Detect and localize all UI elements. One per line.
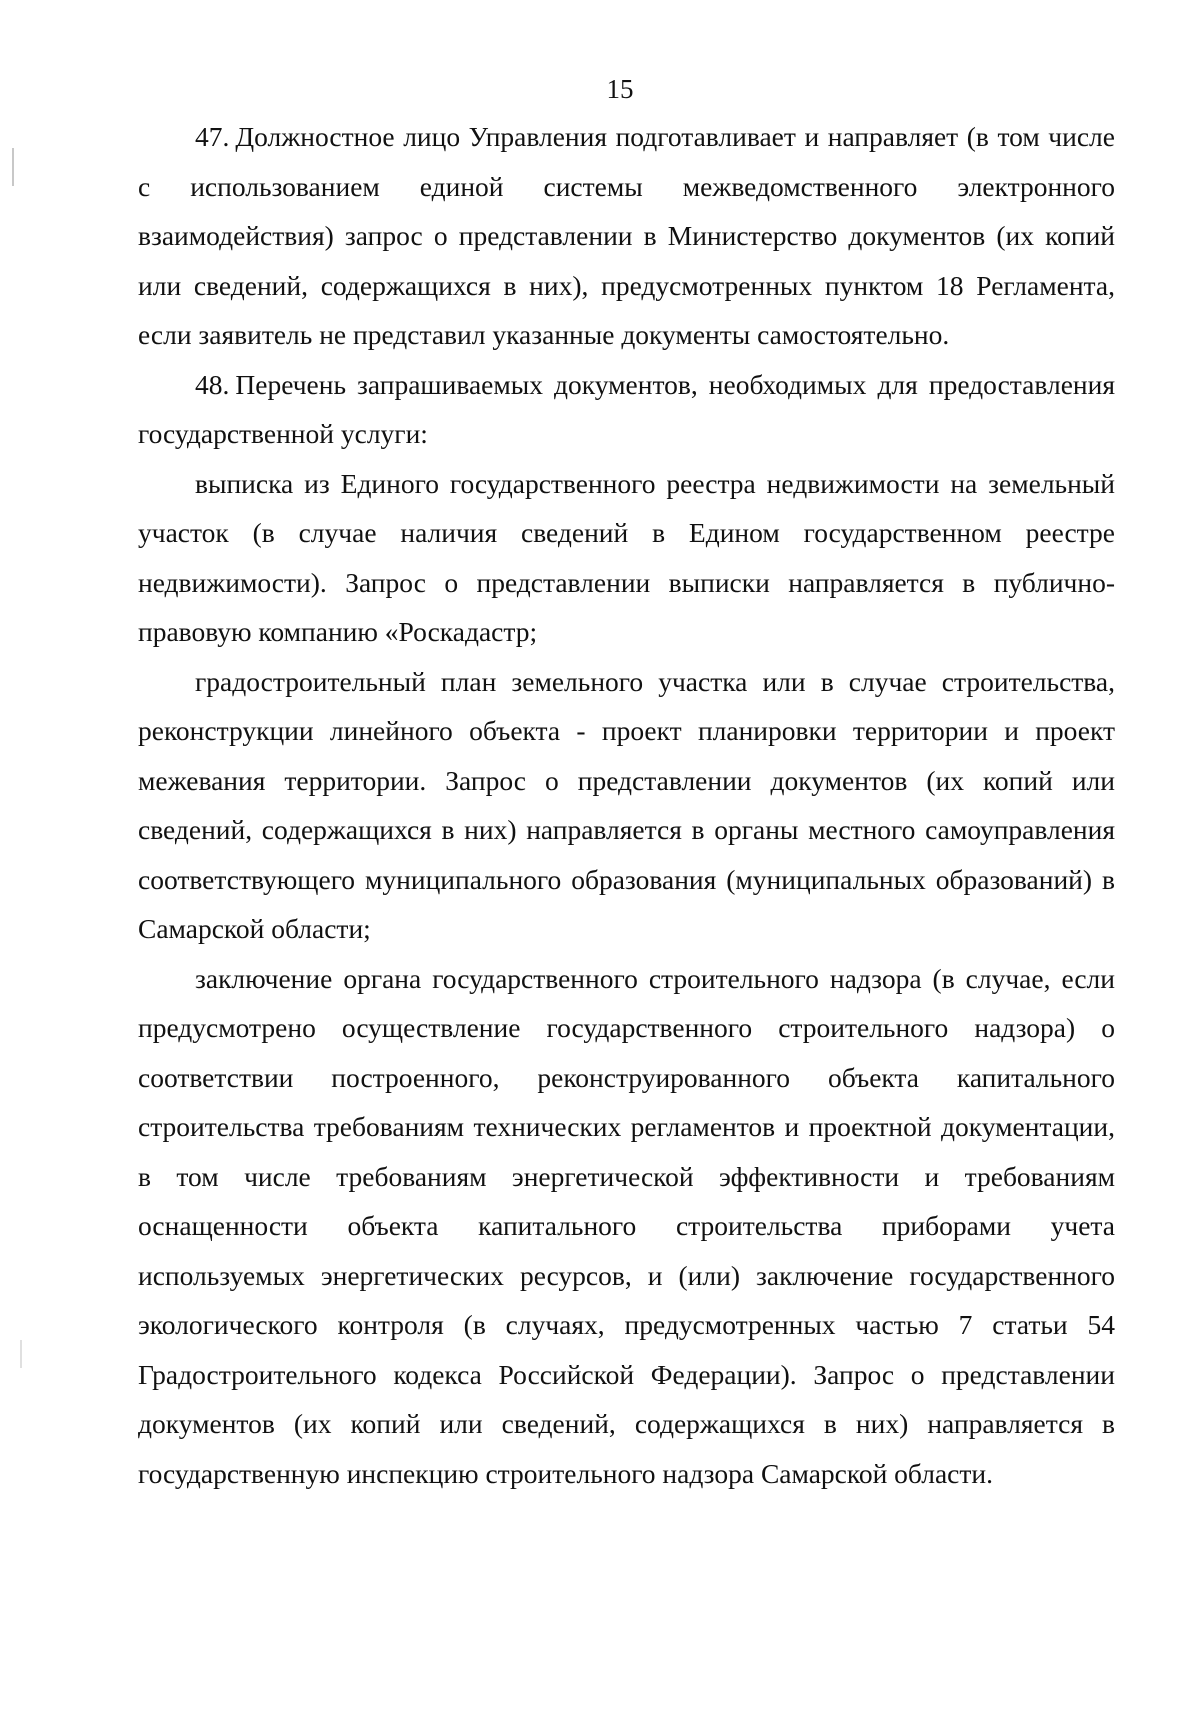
paragraph-text: выписка из Единого государственного реестра недвижимости на земельный участок (в случае наличия сведений в Едином государственном реестре недвижимости). Запрос о представлении выписки направляется в публично-правовую компанию «Роскадастр; bbox=[138, 467, 1115, 647]
paragraph-47 bbox=[138, 112, 1115, 360]
document-body bbox=[138, 112, 1115, 1498]
paragraph-text: заключение органа государственного строительного надзора (в случае, если предусмотрено осуществление государственного строительного надзора) о соответствии построенного, реконструированного объекта капитального строительства требованиям технических регламентов и проектной документации, в том числе требованиям энергетической эффективности и требованиям оснащенности объекта капитального строительства приборами учета используемых энергетических ресурсов, и (или) заключение государственного экологического контроля (в случаях, предусмотренных частью 7 статьи 54 Градостроительного кодекса Российской Федерации). Запрос о представлении документов (их копий или сведений, содержащихся в них) направляется в государственную инспекцию строительного надзора Самарской области. bbox=[138, 962, 1115, 1489]
scan-mark-left-bottom bbox=[20, 1340, 22, 1368]
page-number: 15 bbox=[606, 74, 634, 104]
paragraph-text: Перечень запрашиваемых документов, необходимых для предоставления государственной услуги: bbox=[138, 368, 1115, 449]
paragraph-text: градостроительный план земельного участка или в случае строительства, реконструкции линейного объекта - проект планировки территории и проект межевания территории. Запрос о представлении документов (их копий или сведений, содержащихся в них) направляется в органы местного самоуправления соответствующего муниципального образования (муниципальных образований) в Самарской области; bbox=[138, 665, 1115, 944]
scan-mark-left-top bbox=[12, 148, 14, 186]
paragraph-number: 48. bbox=[195, 368, 230, 400]
list-item-urban-plan bbox=[138, 657, 1115, 954]
paragraph-48 bbox=[138, 360, 1115, 459]
paragraph-number: 47. bbox=[195, 121, 230, 152]
paragraph-text: Должностное лицо Управления подготавливает и направляет (в том числе с использованием единой системы межведомственного электронного взаимодействия) запрос о представлении в Министерство документов (их копий или сведений, содержащихся в них), предусмотренных пунктом 18 Регламента, если заявитель не представил указанные документы самостоятельно. bbox=[138, 121, 1115, 350]
list-item-supervision-conclusion bbox=[138, 954, 1115, 1499]
list-item-egrn-extract bbox=[138, 459, 1115, 657]
